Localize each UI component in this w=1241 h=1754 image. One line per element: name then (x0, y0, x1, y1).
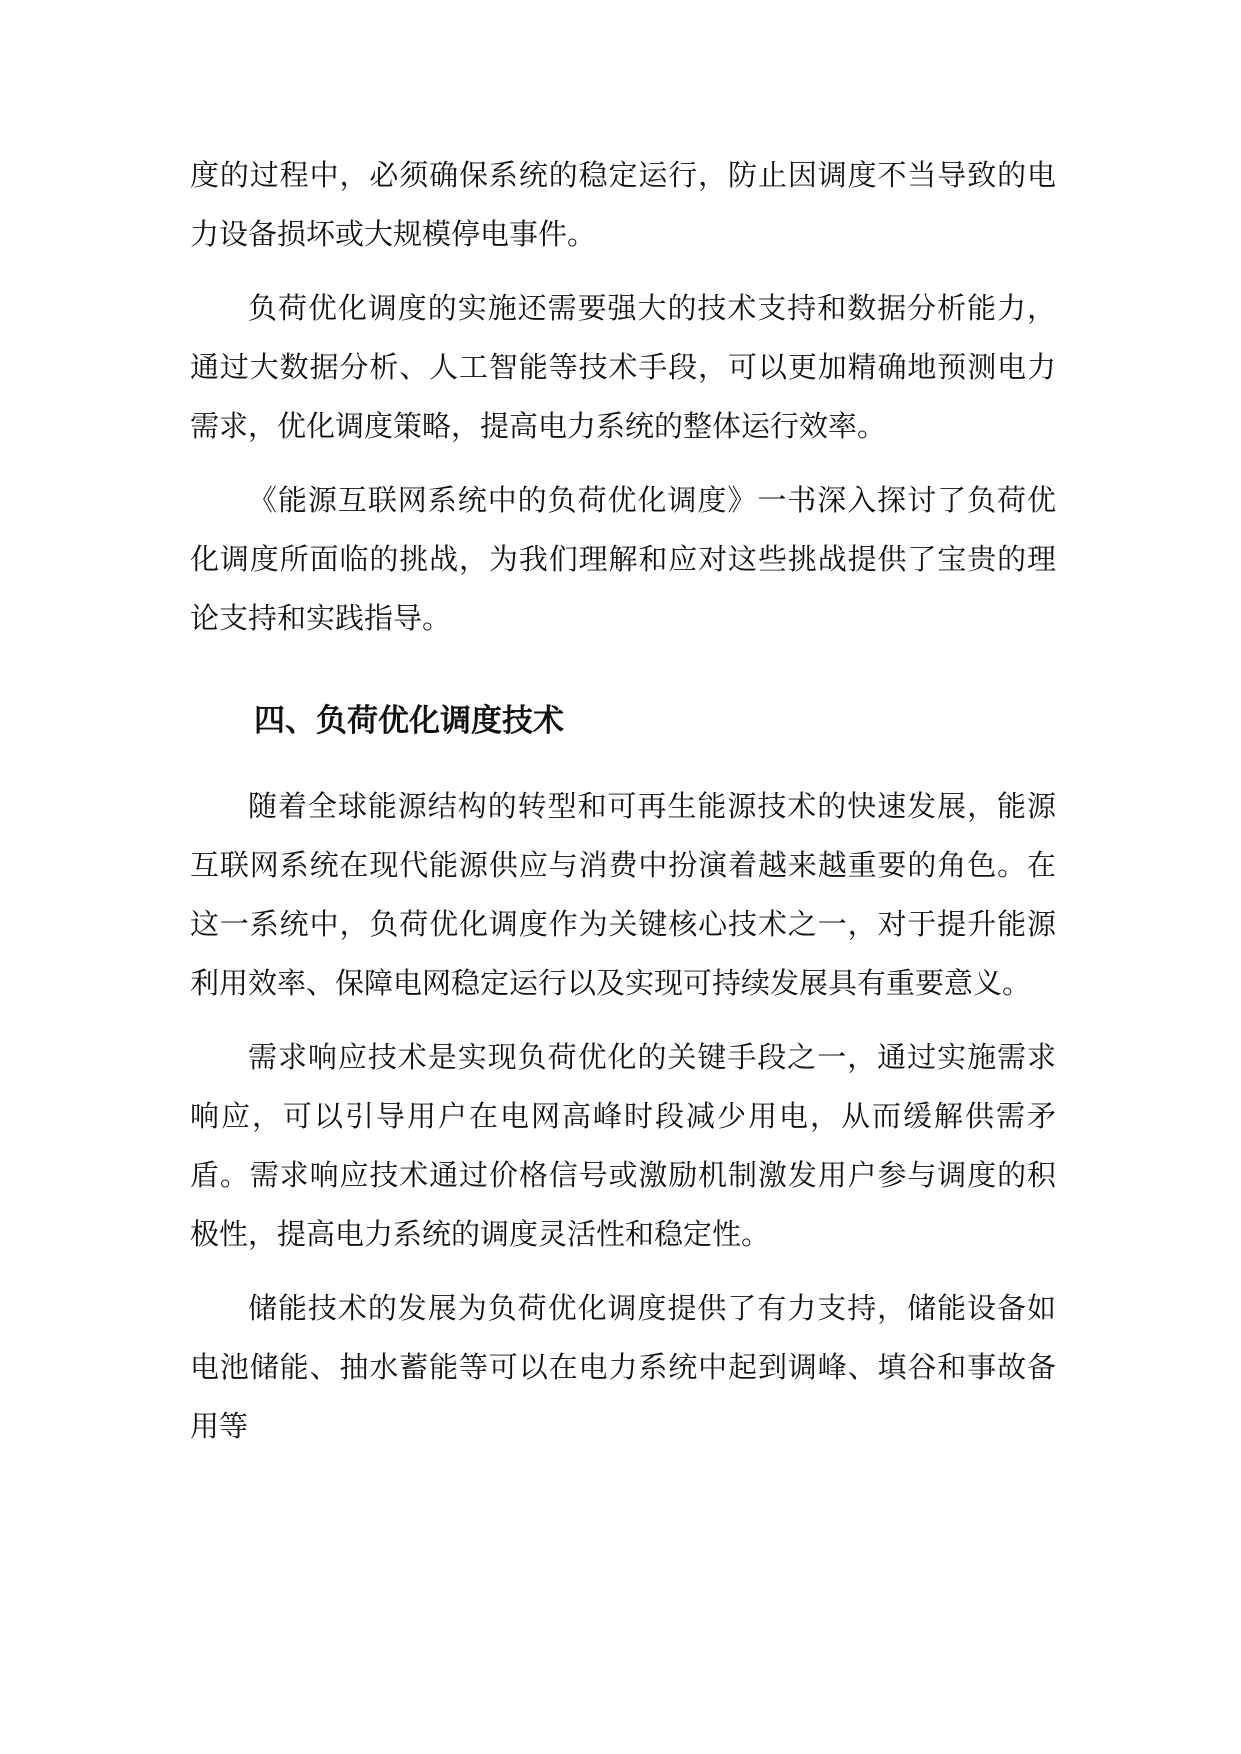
paragraph-continued: 度的过程中，必须确保系统的稳定运行，防止因调度不当导致的电力设备损坏或大规模停电事件。 (190, 158, 1056, 251)
document-body (190, 146, 1056, 1456)
paragraph: 随着全球能源结构的转型和可再生能源技术的快速发展，能源互联网系统在现代能源供应与消费中扮演着越来越重要的角色。在这一系统中，负荷优化调度作为关键核心技术之一，对于提升能源利用效率、保障电网稳定运行以及实现可持续发展具有重要意义。 (190, 789, 1056, 1000)
paragraph: 储能技术的发展为负荷优化调度提供了有力支持，储能设备如电池储能、抽水蓄能等可以在电力系统中起到调峰、填谷和事故备用等 (190, 1291, 1056, 1443)
paragraph: 《能源互联网系统中的负荷优化调度》一书深入探讨了负荷优化调度所面临的挑战，为我们理解和应对这些挑战提供了宝贵的理论支持和实践指导。 (190, 483, 1056, 635)
paragraph: 负荷优化调度的实施还需要强大的技术支持和数据分析能力，通过大数据分析、人工智能等技术手段，可以更加精确地预测电力需求，优化调度策略，提高电力系统的整体运行效率。 (190, 291, 1056, 443)
section-heading: 四、负荷优化调度技术 (254, 703, 564, 739)
paragraph: 需求响应技术是实现负荷优化的关键手段之一，通过实施需求响应，可以引导用户在电网高峰时段减少用电，从而缓解供需矛盾。需求响应技术通过价格信号或激励机制激发用户参与调度的积极性，提高电力系统的调度灵活性和稳定性。 (190, 1040, 1056, 1251)
